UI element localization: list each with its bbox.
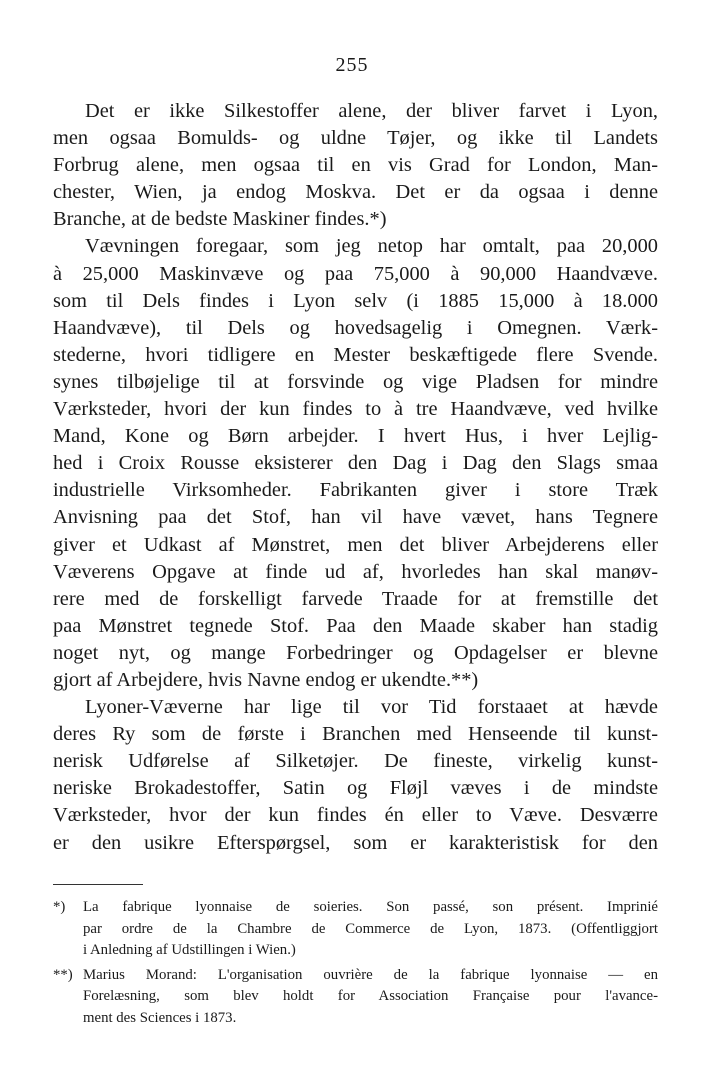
text-line: Branche, at de bedste Maskiner findes.*) [53, 208, 387, 231]
footnote-line: par ordre de la Chambre de Commerce de Lyon, 1873. (Offentliggjort [83, 920, 658, 937]
text-line: neriske Brokadestoffer, Satin og Fløjl væves i de mindste [53, 777, 658, 800]
body-text [53, 98, 658, 857]
paragraph-3 [53, 694, 658, 857]
footnotes [53, 897, 658, 1033]
footnote-line: Forelæsning, som blev holdt for Association Française pour l'avance- [83, 988, 658, 1005]
footnote-marker: *) [53, 899, 66, 915]
footnote-line: Marius Morand: L'organisation ouvrière de la fabrique lyonnaise — en [83, 966, 658, 983]
text-line: men ogsaa Bomulds- og uldne Tøjer, og ikke til Landets [53, 127, 658, 150]
text-line: Lyoner-Væverne har lige til vor Tid forstaaet at hævde [85, 696, 658, 719]
text-line: hed i Croix Rousse eksisterer den Dag i Dag den Slags smaa [53, 452, 658, 475]
footnote-divider [53, 884, 143, 885]
text-line: synes tilbøjelige til at forsvinde og vige Pladsen for mindre [53, 370, 658, 393]
footnote-line: i Anledning af Udstillingen i Wien.) [83, 942, 296, 959]
text-line: giver et Udkast af Mønstret, men det bliver Arbejderens eller [53, 533, 658, 556]
page-number: 255 [335, 54, 369, 76]
footnote-line: ment des Sciences i 1873. [83, 1009, 237, 1026]
text-line: stederne, hvori tidligere en Mester beskæftigede flere Svende. [53, 343, 658, 366]
text-line: som til Dels findes i Lyon selv (i 1885 15,000 à 18.000 [53, 289, 658, 312]
text-line: chester, Wien, ja endog Moskva. Det er da ogsaa i denne [53, 181, 658, 204]
text-line: Det er ikke Silkestoffer alene, der bliver farvet i Lyon, [85, 100, 658, 122]
text-line: noget nyt, og mange Forbedringer og Opdagelser er blevne [53, 641, 658, 664]
text-line: er den usikre Efterspørgsel, som er karakteristisk for den [53, 831, 658, 854]
text-line: rere med de forskelligt farvede Traade for at fremstille det [53, 587, 658, 610]
paragraph-2 [53, 233, 658, 694]
text-line: Væverens Opgave at finde ud af, hvorledes han skal manøv- [53, 560, 658, 583]
text-line: Forbrug alene, men ogsaa til en vis Grad for London, Man- [53, 154, 658, 177]
text-line: industrielle Virksomheder. Fabrikanten giver i store Træk [53, 479, 658, 502]
paragraph-1 [53, 98, 658, 233]
footnote-marker: **) [53, 966, 73, 983]
footnote-line: La fabrique lyonnaise de soieries. Son passé, son présent. Imprinié [83, 899, 658, 915]
text-line: Værksteder, hvori der kun findes to à tre Haandvæve, ved hvilke [53, 398, 658, 421]
text-line: Mand, Kone og Børn arbejder. I hvert Hus, i hver Lejlig- [53, 425, 658, 448]
text-line: gjort af Arbejdere, hvis Navne endog er ukendte.**) [53, 668, 479, 691]
text-line: Værksteder, hvor der kun findes én eller to Væve. Desværre [53, 804, 658, 827]
text-line: paa Mønstret tegnede Stof. Paa den Maade skaber han stadig [53, 614, 658, 637]
text-line: Haandvæve), til Dels og hovedsagelig i Omegnen. Værk- [53, 316, 658, 339]
text-line: nerisk Udførelse af Silketøjer. De fineste, virkelig kunst- [53, 750, 658, 773]
text-line: Anvisning paa det Stof, han vil have vævet, hans Tegnere [53, 506, 658, 529]
text-line: à 25,000 Maskinvæve og paa 75,000 à 90,000 Haandvæve. [53, 262, 658, 285]
text-line: deres Ry som de første i Branchen med Henseende til kunst- [53, 723, 658, 746]
footnote-1 [53, 897, 658, 962]
footnote-2 [53, 965, 658, 1030]
text-line: Vævningen foregaar, som jeg netop har omtalt, paa 20,000 [85, 235, 658, 258]
